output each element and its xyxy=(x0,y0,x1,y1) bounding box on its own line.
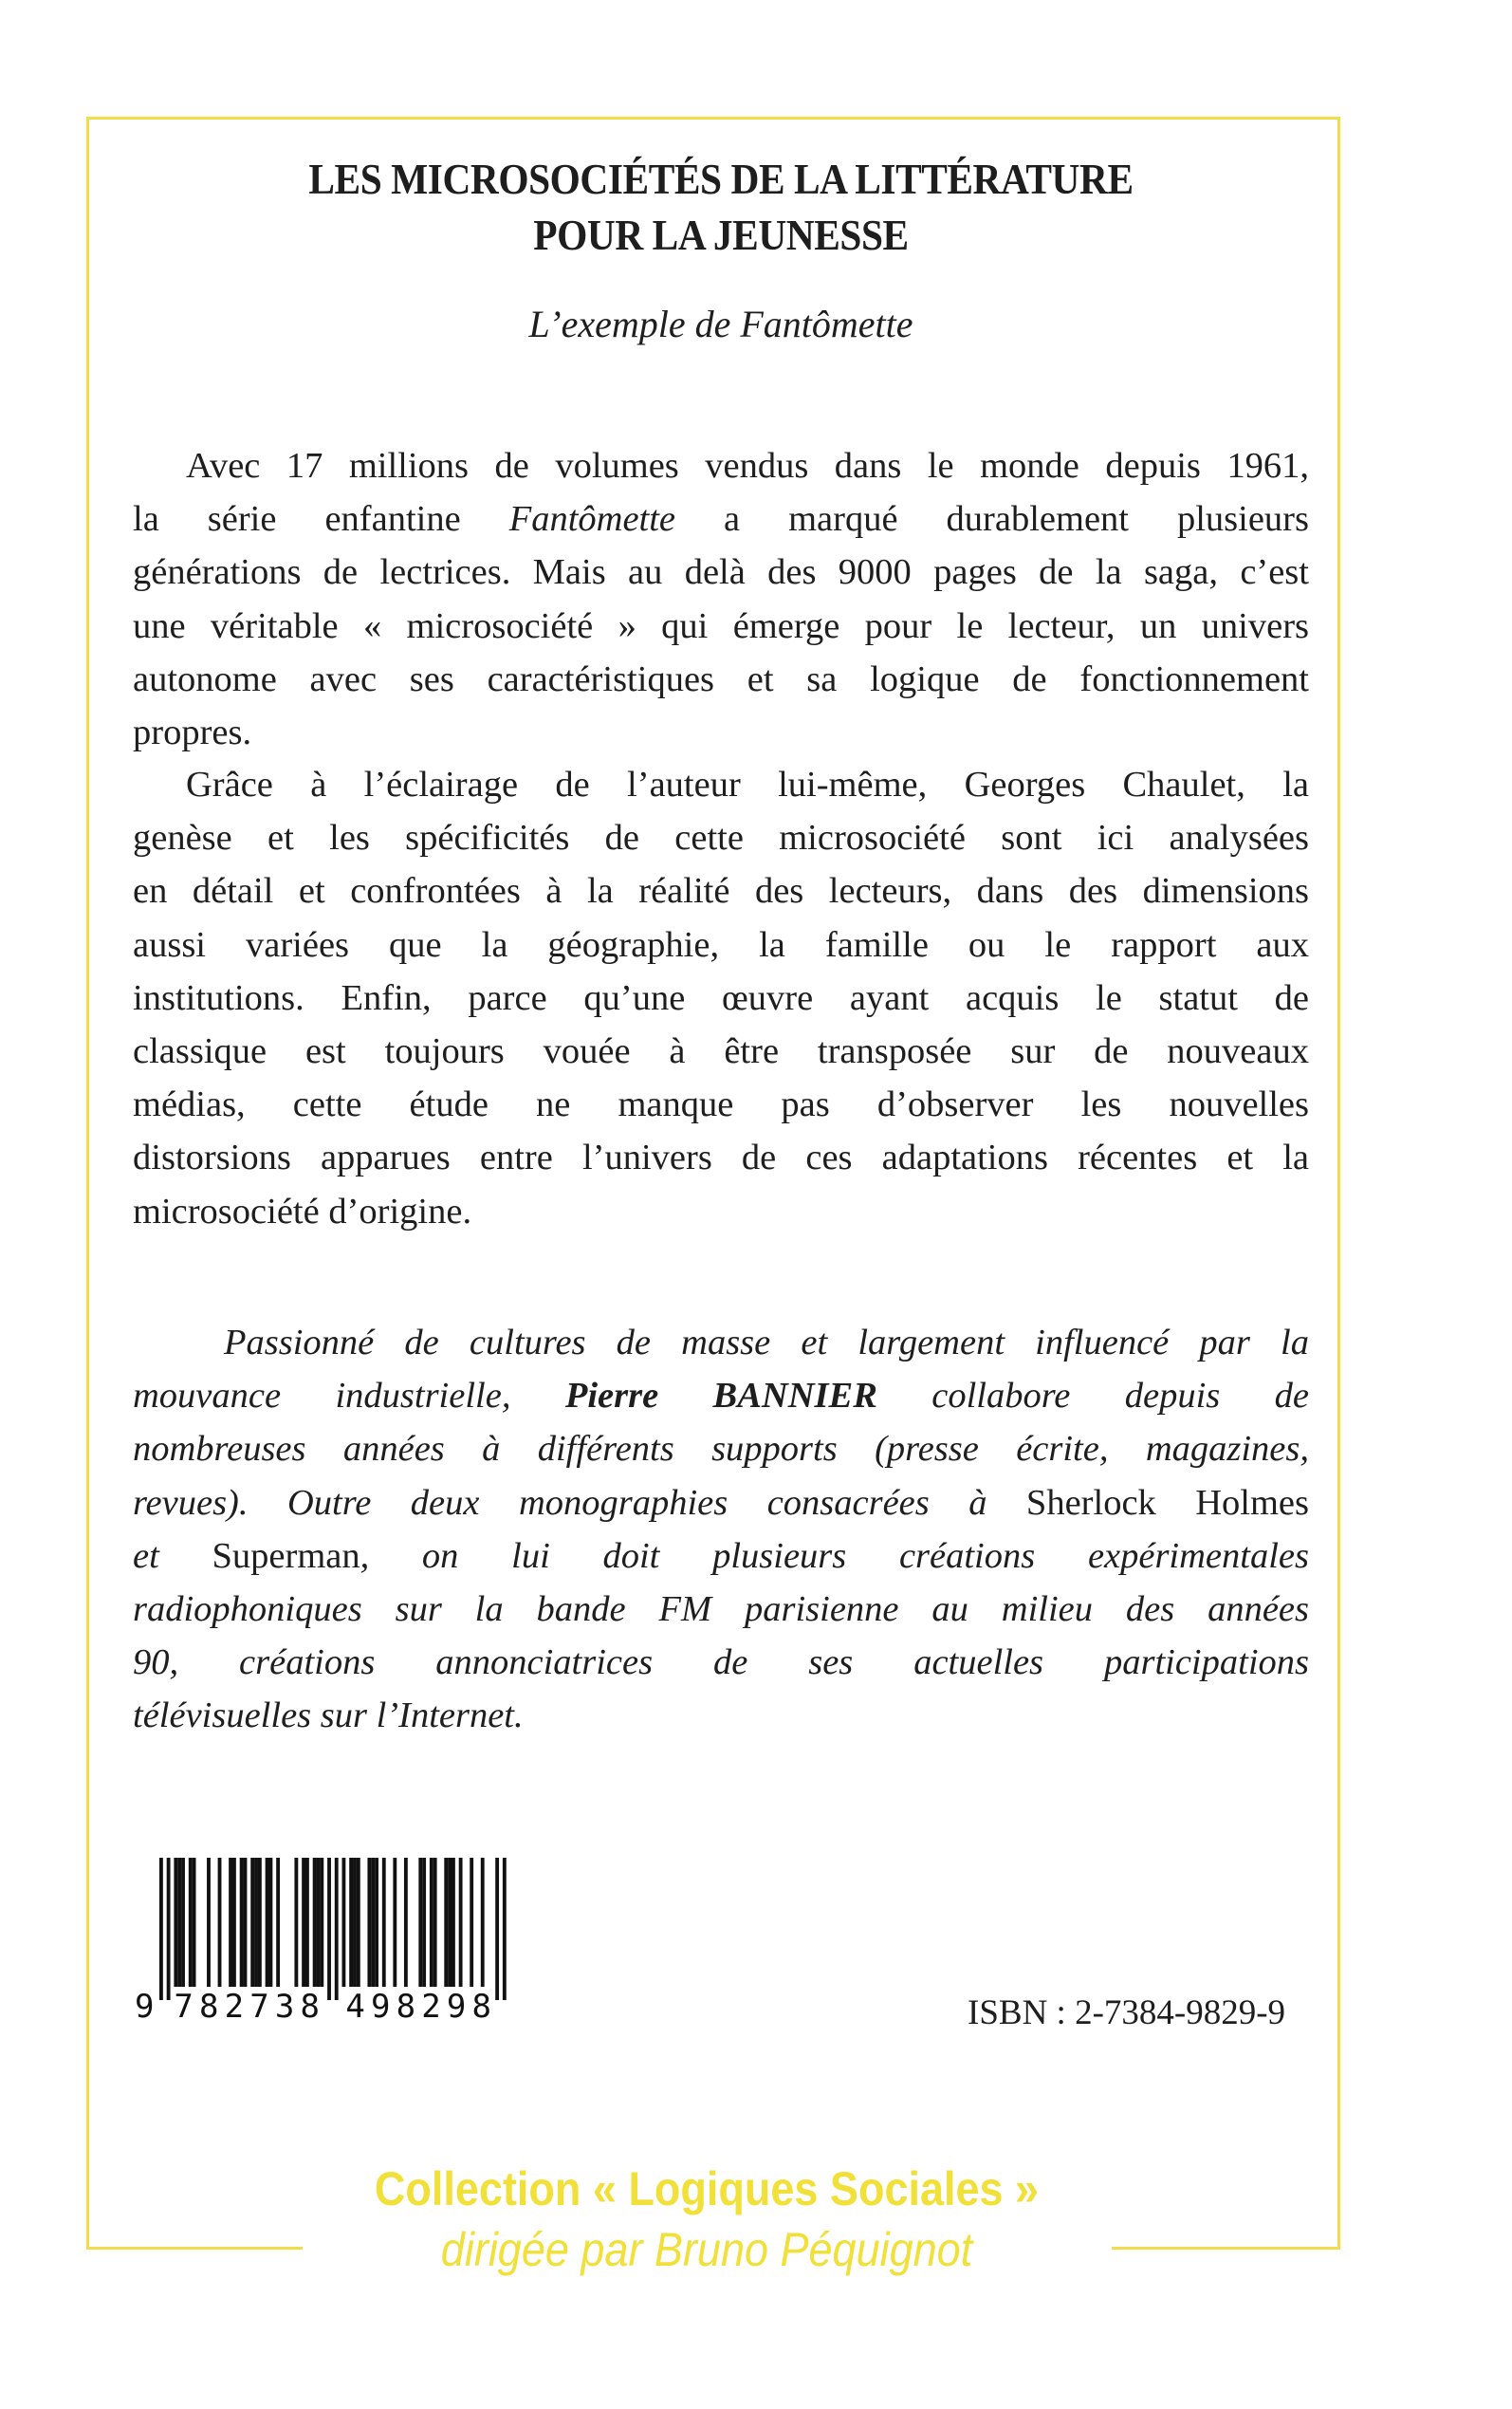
text-segment: distorsions apparues entre l’univers de ces adaptations récentes et la xyxy=(133,1138,1309,1178)
text-line xyxy=(133,600,1309,653)
text-segment: Grâce à l’éclairage de l’auteur lui-même, Georges Chaulet, la xyxy=(186,765,1309,805)
text-line xyxy=(133,1529,1309,1583)
text-segment: genèse et les spécificités de cette microsociété sont ici analysées xyxy=(133,818,1309,859)
text-line xyxy=(133,653,1309,706)
barcode-bar xyxy=(470,1858,473,1987)
text-segment: aussi variées que la géographie, la famille ou le rapport aux xyxy=(133,924,1309,965)
barcode-bar xyxy=(404,1858,408,1987)
text-line xyxy=(133,864,1309,917)
text-segment: Pierre BANNIER xyxy=(564,1376,877,1417)
text-line xyxy=(133,1689,1309,1742)
barcode-bar xyxy=(349,1858,353,1987)
book-title xyxy=(192,151,1250,263)
text-segment: radiophoniques sur la bande FM parisienne au milieu des années xyxy=(133,1588,1309,1629)
barcode-bar xyxy=(240,1858,244,1987)
barcode-bar xyxy=(353,1858,357,1987)
text-line xyxy=(133,1476,1309,1529)
text-segment: Superman xyxy=(212,1535,360,1576)
barcode-bar xyxy=(207,1858,211,1987)
barcode-bar xyxy=(367,1858,371,1987)
barcode-bar xyxy=(375,1858,378,1987)
barcode-bar xyxy=(357,1858,360,1987)
text-line xyxy=(133,1316,1309,1369)
barcode-bar xyxy=(218,1858,222,1987)
barcode-bar xyxy=(430,1858,433,1987)
barcode-bar xyxy=(189,1858,193,1987)
summary-paragraph-2 xyxy=(133,758,1309,1238)
barcode-bar xyxy=(327,1858,331,2000)
text-segment: autonome avec ses caractéristiques et sa logique de fonctionnement xyxy=(133,658,1309,699)
text-segment: médias, cette étude ne manque pas d’observer les nouvelles xyxy=(133,1084,1309,1125)
text-segment: générations de lectrices. Mais au delà des 9000 pages de la saga, c’est xyxy=(133,552,1309,593)
barcode-bar xyxy=(193,1858,196,1987)
barcode-bar xyxy=(481,1858,485,1987)
barcode-bar xyxy=(254,1858,258,1987)
text-line xyxy=(133,439,1309,492)
text-segment: et xyxy=(133,1535,212,1576)
barcode-digits: 782738 xyxy=(174,1988,321,2026)
title-line-1: LES MICROSOCIÉTÉS DE LA LITTÉRATURE xyxy=(308,155,1134,203)
text-line xyxy=(133,492,1309,546)
barcode-bar xyxy=(503,1858,507,2000)
barcode-bar xyxy=(313,1858,317,1987)
text-line xyxy=(133,1078,1309,1131)
barcode-bar xyxy=(294,1858,298,1987)
barcode-bar xyxy=(302,1858,305,1987)
text-segment: une véritable « microsociété » qui émerge pour le lecteur, un univers xyxy=(133,605,1309,646)
barcode-bar xyxy=(320,1858,323,1987)
text-segment: nombreuses années à différents supports (presse écrite, magazines, xyxy=(133,1429,1309,1470)
barcode-bar xyxy=(335,1858,339,2000)
barcode-bar xyxy=(266,1858,269,1987)
barcode-bar xyxy=(371,1858,375,1987)
text-segment: Fantômette xyxy=(508,499,676,540)
text-segment: 90, créations annonciatrices de ses actuelles participations xyxy=(133,1642,1309,1683)
barcode-bar xyxy=(269,1858,273,1987)
text-segment: revues). Outre deux monographies consacrées à xyxy=(133,1482,1026,1523)
barcode-bar xyxy=(174,1858,177,1987)
barcode-bar xyxy=(258,1858,262,1987)
text-segment: la série enfantine xyxy=(133,499,509,540)
barcode-bar xyxy=(276,1858,280,1987)
text-line xyxy=(133,972,1309,1025)
barcode-bar xyxy=(229,1858,232,1987)
text-line xyxy=(133,1131,1309,1184)
title-line-2: POUR LA JEUNESSE xyxy=(533,211,909,259)
text-segment: , on lui doit plusieurs créations expérimentales xyxy=(360,1535,1309,1576)
barcode-bar xyxy=(305,1858,309,1987)
text-line xyxy=(133,1025,1309,1078)
text-segment: classique est toujours vouée à être transposée sur de nouveaux xyxy=(133,1030,1309,1071)
barcode-bar xyxy=(444,1858,448,1987)
text-line xyxy=(133,811,1309,864)
text-segment: microsociété d’origine. xyxy=(133,1191,472,1232)
text-line xyxy=(133,1636,1309,1689)
barcode-bar xyxy=(342,1858,346,1987)
text-line xyxy=(133,1185,1309,1238)
barcode-bar xyxy=(418,1858,422,1987)
barcode-bar xyxy=(452,1858,455,1987)
text-segment: télévisuelles sur l’Internet. xyxy=(133,1696,524,1736)
barcode-bar xyxy=(177,1858,181,1987)
barcode-bar xyxy=(495,1858,499,2000)
barcode-bar xyxy=(382,1858,386,1987)
barcode-bar xyxy=(393,1858,396,1987)
collection-name: Collection « Logiques Sociales » xyxy=(374,2162,1040,2215)
barcode-bar xyxy=(459,1858,463,1987)
barcode-bar xyxy=(167,1858,171,2000)
isbn-barcode xyxy=(133,1850,531,2040)
barcode-bar xyxy=(244,1858,248,1987)
book-subtitle: L’exemple de Fantômette xyxy=(528,303,913,345)
text-segment: mouvance industrielle, xyxy=(133,1376,565,1417)
barcode-bar xyxy=(250,1858,254,1987)
text-segment: propres. xyxy=(133,712,252,752)
text-line xyxy=(133,546,1309,599)
text-line xyxy=(133,758,1309,811)
collection-director: dirigée par Bruno Péquignot xyxy=(440,2223,973,2276)
text-segment: Avec 17 millions de volumes vendus dans le monde depuis 1961, xyxy=(186,446,1309,486)
barcode-digits: 498298 xyxy=(345,1988,491,2026)
text-segment: institutions. Enfin, parce qu’une œuvre ayant acquis le statut de xyxy=(133,977,1309,1018)
text-line xyxy=(133,1583,1309,1636)
text-line xyxy=(133,706,1309,759)
text-line xyxy=(133,918,1309,972)
text-segment: collabore depuis de xyxy=(876,1376,1309,1417)
barcode-bar xyxy=(317,1858,321,1987)
barcode-bar xyxy=(448,1858,452,1987)
text-segment: en détail et confrontées à la réalité des lecteurs, dans des dimensions xyxy=(133,871,1309,912)
barcode-bar xyxy=(159,1858,163,2000)
barcode-bar xyxy=(181,1858,185,1987)
author-bio xyxy=(133,1316,1309,1743)
barcode-bar xyxy=(422,1858,426,1987)
barcode-bar xyxy=(232,1858,236,1987)
barcode-bar xyxy=(433,1858,437,1987)
summary-paragraph-1 xyxy=(133,439,1309,759)
text-segment: Sherlock Holmes xyxy=(1025,1482,1310,1523)
text-segment: Passionné de cultures de masse et largement influencé par la xyxy=(224,1323,1309,1362)
text-line xyxy=(133,1369,1309,1422)
barcode-digits: 9 xyxy=(135,1988,155,2026)
text-line xyxy=(133,1422,1309,1475)
isbn-number: ISBN : 2-7384-9829-9 xyxy=(968,1993,1286,2032)
text-segment: a marqué durablement plusieurs xyxy=(675,499,1309,540)
